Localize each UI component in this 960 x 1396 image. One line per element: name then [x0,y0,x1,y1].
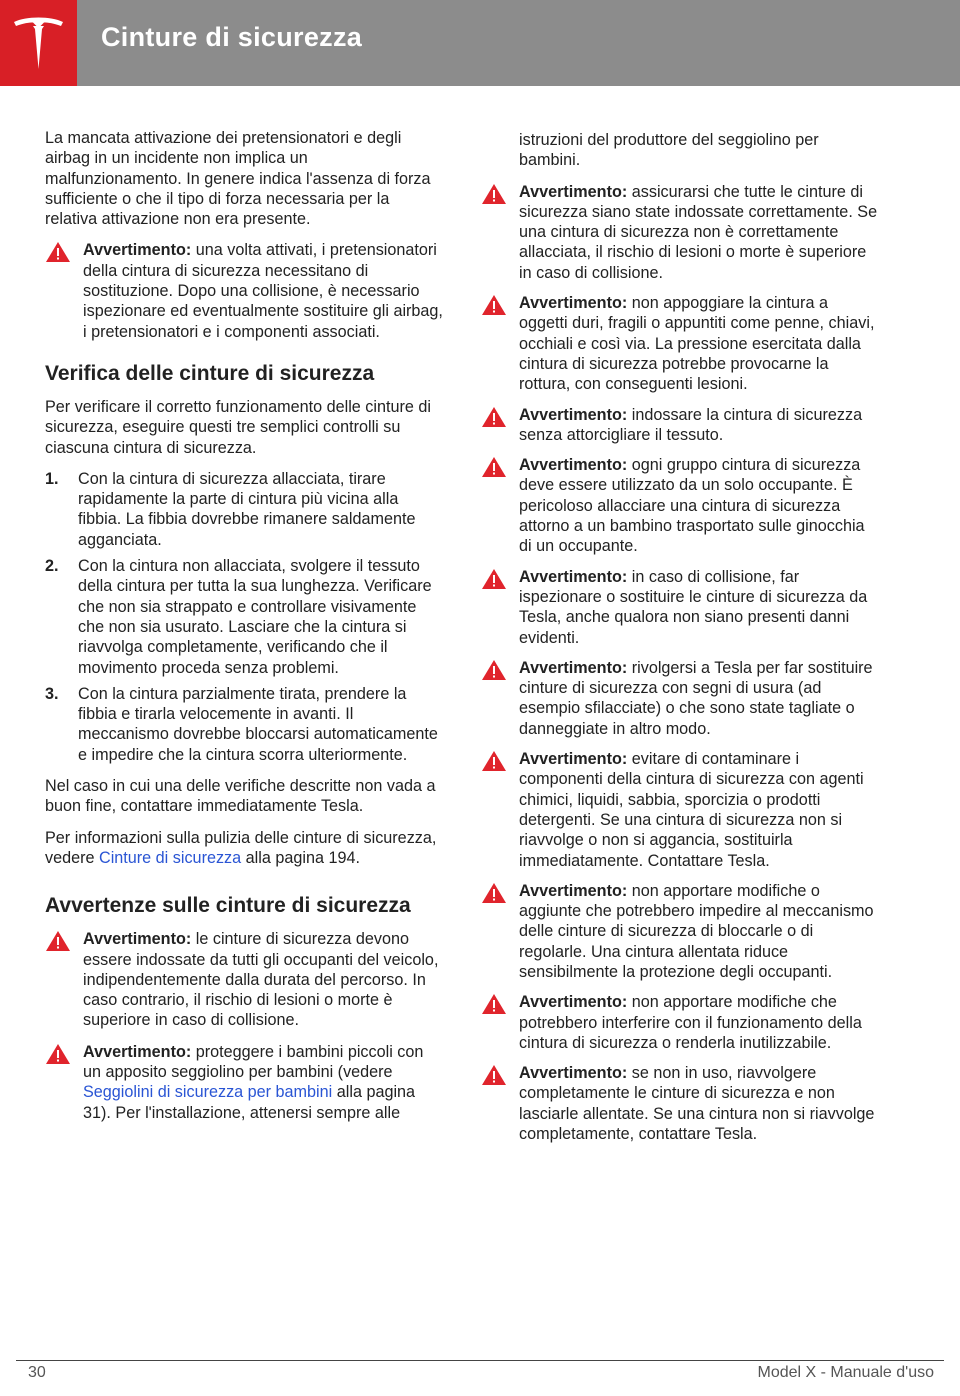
warning-text: proteggere i bambini piccoli con un apposito seggiolino per bambini (vedere [83,1042,424,1081]
warning-text: evitare di contaminare i componenti della cintura di sicurezza con agenti chimici, liquidi, sabbia, sporcizia o prodotti detergenti. Se una cintura di sicurezza non si riavvolge o non si aggancia, sostituirla immediatamente. Contattare Tesla. [519,750,864,870]
warning-label: Avvertimento: [519,881,628,900]
check-intro: Per verificare il corretto funzionamento delle cinture di sicurezza, eseguire questi tre semplici controlli su ciascuna cintura di sicurezza. [45,397,431,457]
warning-block [481,658,881,739]
cleaning-text: Per informazioni sulla pulizia delle cinture di sicurezza, vedere [45,828,437,867]
warning-triangle-icon [481,183,507,205]
cleaning-page-ref: alla pagina 194. [241,848,360,867]
warning-block [481,881,881,982]
warning-block [481,293,881,394]
warning-block [481,567,881,648]
cleaning-link[interactable]: Cinture di sicurezza [99,848,242,867]
warning-label: Avvertimento: [519,405,628,424]
list-item [45,684,445,765]
warning-triangle-icon [45,241,71,263]
tesla-logo-icon [0,0,77,86]
warning-text: assicurarsi che tutte le cinture di sicurezza siano state indossate correttamente. Se una cintura di sicurezza non è correttamente allacciata, il rischio di lesioni o morte è superiore in caso di collisione. [519,182,878,282]
right-warnings-list [481,182,881,1145]
warning-label: Avvertimento: [519,456,628,475]
warning-label: Avvertimento: [83,930,192,949]
warning-text: ogni gruppo cintura di sicurezza deve essere utilizzato da un solo occupante. È pericoloso allacciare una cintura di sicurezza attorno a un bambino trasportato sulle ginocchia di un occupante. [519,456,865,556]
warning-block [481,455,881,556]
warning-label: Avvertimento: [519,182,628,201]
warning-label: Avvertimento: [83,241,192,260]
warning-triangle-icon [481,406,507,428]
list-item [45,469,445,550]
warning-triangle-icon [481,750,507,772]
right-column [481,130,881,1154]
warning-text: rivolgersi a Tesla per far sostituire cinture di sicurezza con segni di usura (ad esempio sfilacciate) o che sono state tagliate o danneggiate in altro modo. [519,658,873,738]
step-number: 1. [45,469,59,488]
warning-label: Avvertimento: [519,658,628,677]
intro-paragraph: La mancata attivazione dei pretensionatori e degli airbag in un incidente non implica un malfunzionamento. In genere indica l'assenza di forza sufficiente o che il tipo di forza necessaria per la relativa attivazione non era presente. [45,129,431,229]
warning-triangle-icon [481,993,507,1015]
warning-triangle-icon [481,456,507,478]
warning-label: Avvertimento: [519,750,628,769]
warning-triangle-icon [481,568,507,590]
warning-text: in caso di collisione, far ispezionare o sostituire le cinture di sicurezza da Tesla, anche qualora non siano presenti danni evidenti. [519,567,868,647]
warning-triangle-icon [45,1043,71,1065]
step-text: Con la cintura parzialmente tirata, prendere la fibbia e tirarla velocemente in avanti. Il meccanismo dovrebbe bloccarsi automaticamente e impedire che la cintura scorra ulteriormente. [78,684,438,764]
warning-label: Avvertimento: [519,294,628,313]
warning-block [481,992,881,1053]
failed-check-paragraph: Nel caso in cui una delle verifiche descritte non vada a buon fine, contattare immediatamente Tesla. [45,777,436,816]
step-number: 3. [45,684,59,703]
page-number: 30 [28,1364,46,1381]
warning-block [45,929,445,1030]
warning-label: Avvertimento: [519,567,628,586]
warning-triangle-icon [481,1064,507,1086]
warning-block [481,405,881,446]
step-text: Con la cintura di sicurezza allacciata, tirare rapidamente la parte di cintura più vicina alla fibbia. La fibbia dovrebbe rimanere saldamente agganciata. [78,469,416,549]
step-number: 2. [45,557,59,576]
check-steps-list [45,469,445,765]
child-seat-link[interactable]: Seggiolini di sicurezza per bambini [83,1083,333,1102]
warning-label: Avvertimento: [519,1064,628,1083]
cleaning-paragraph [45,828,445,869]
warning-label: Avvertimento: [83,1042,192,1061]
warning-block [481,749,881,871]
warning-text-continued: alla pagina 31). Per l'installazione, attenersi sempre alle [83,1083,416,1122]
left-column [45,128,445,1134]
step-text: Con la cintura non allacciata, svolgere il tessuto della cintura per tutta la sua lunghezza. Verificare che non sia strappato e controllare visivamente che non sia usurato. Lasciare che la cintura si riavvolga completamente, verificando che il movimento proceda senza problemi. [78,557,432,677]
warning-text: le cinture di sicurezza devono essere indossate da tutti gli occupanti del veicolo, indipendentemente dalla durata del percorso. In caso contrario, il rischio di lesioni o morte è superiore in caso di collisione. [83,930,439,1030]
warning-triangle-icon [481,659,507,681]
footer-divider [16,1360,944,1361]
section-heading-check: Verifica delle cinture di sicurezza [45,361,375,385]
warning-text: non appoggiare la cintura a oggetti duri, fragili o appuntiti come penne, chiavi, occhiali e così via. La pressione esercitata dalla cintura di sicurezza potrebbe provocarne la rottura, con conseguenti lesioni. [519,294,875,394]
manual-title: Model X - Manuale d'uso [757,1364,934,1381]
warning-block [45,1042,445,1123]
warning-triangle-icon [481,882,507,904]
header-bar [0,0,960,86]
warning-block [45,240,445,341]
warning-text: se non in uso, riavvolgere completamente le cinture di sicurezza e non lasciarle allentate. Se una cintura non si riavvolge completamente, contattare Tesla. [519,1064,875,1144]
warning-label: Avvertimento: [519,993,628,1012]
warning-text: indossare la cintura di sicurezza senza attorcigliare il tessuto. [519,405,863,444]
section-heading-warnings: Avvertenze sulle cinture di sicurezza [45,894,411,918]
warning-text: non apportare modifiche che potrebbero interferire con il funzionamento della cintura di sicurezza o renderla inutilizzabile. [519,993,862,1052]
warning-block [481,182,881,283]
warning-triangle-icon [45,930,71,952]
warning-block [481,1063,881,1144]
warning-text: una volta attivati, i pretensionatori della cintura di sicurezza necessitano di sostituzione. Dopo una collisione, è necessario ispezionare ed eventualmente sostituire gli airbag, i pretensionatori e i componenti associati. [83,241,443,341]
continuation-text: istruzioni del produttore del seggiolino per bambini. [519,131,819,170]
warning-triangle-icon [481,294,507,316]
page-title: Cinture di sicurezza [101,22,363,52]
list-item [45,556,445,678]
warning-text: non apportare modifiche o aggiunte che potrebbero impedire al meccanismo delle cinture di sicurezza di bloccarle o di regolarle. Una cintura allentata riduce sensibilmente la protezione degli occupanti. [519,881,874,981]
